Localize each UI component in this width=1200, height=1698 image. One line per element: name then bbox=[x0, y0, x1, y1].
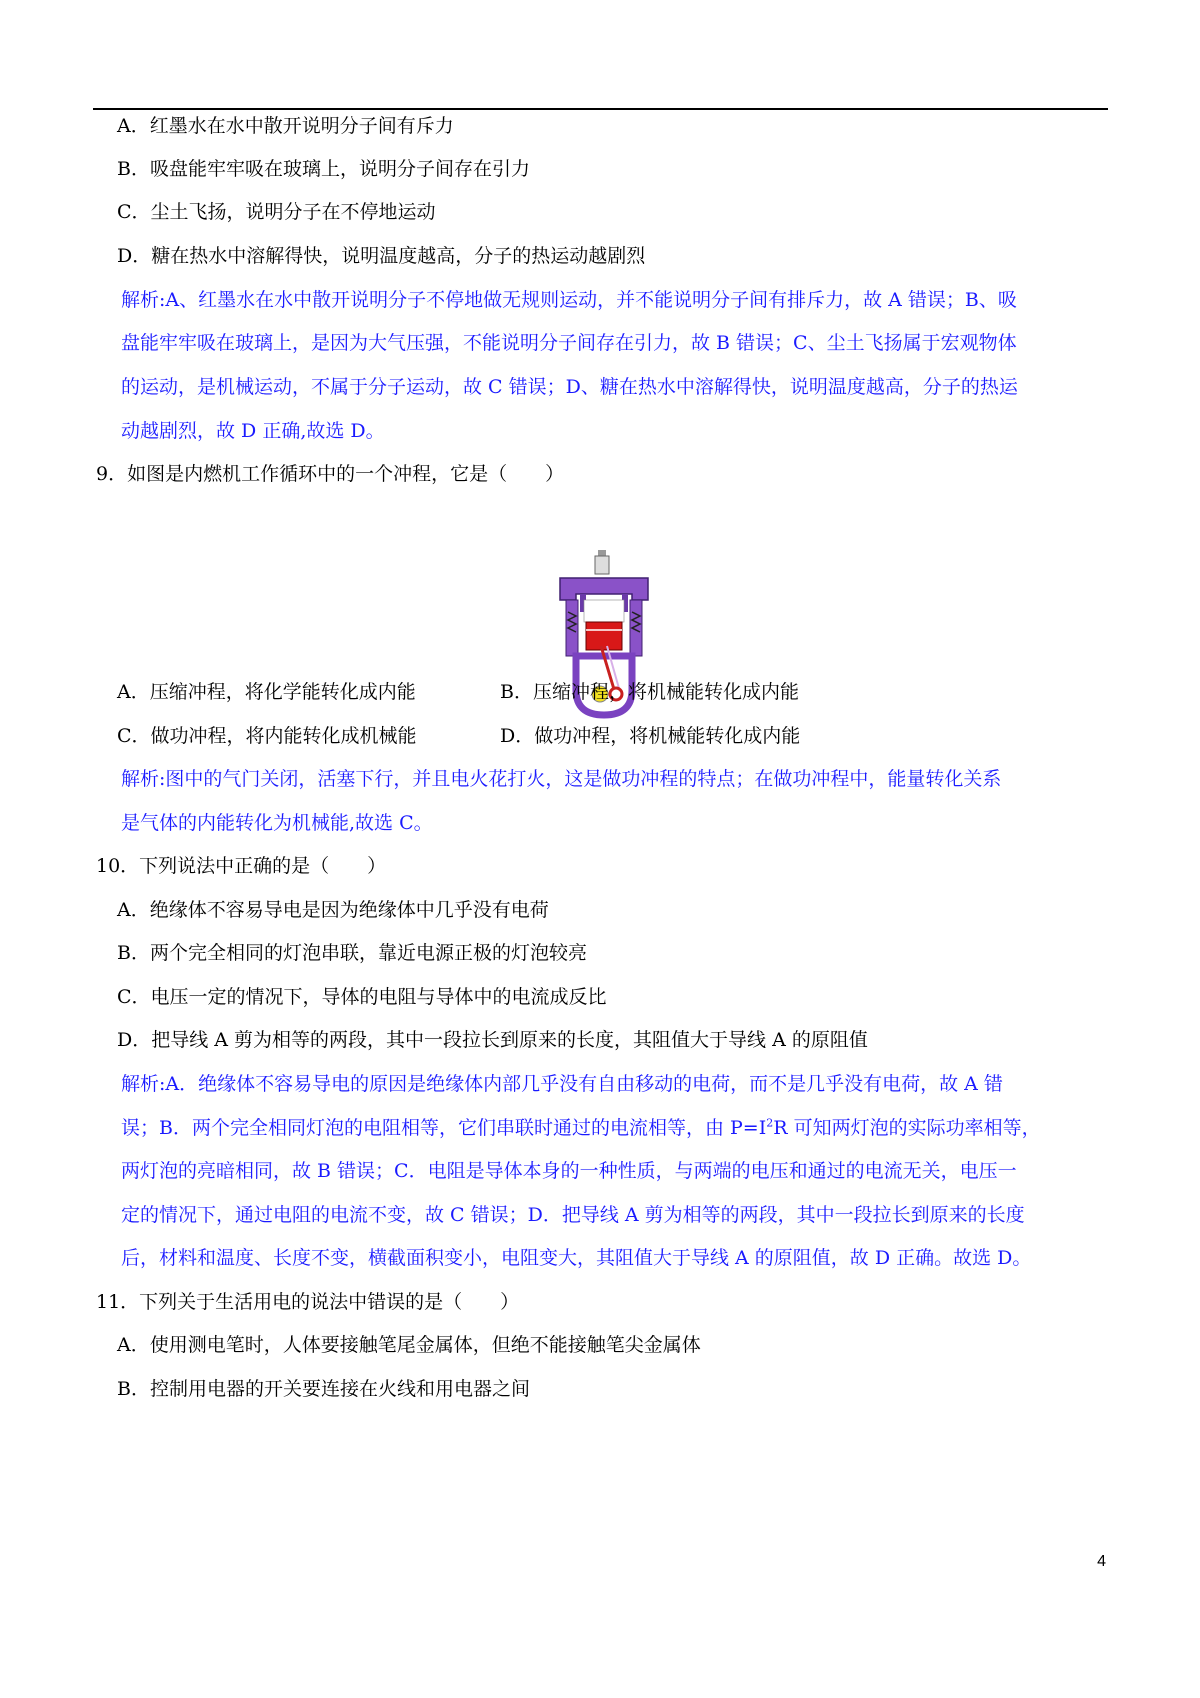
q10-explanation-line: 解析:A．绝缘体不容易导电的原因是绝缘体内部几乎没有自由移动的电荷，而不是几乎没有电荷，故 A 错 bbox=[121, 1073, 1003, 1095]
q10-option-a: A．绝缘体不容易导电是因为绝缘体中几乎没有电荷 bbox=[117, 899, 549, 921]
q10-explanation-line bbox=[121, 1116, 1041, 1140]
q10-option-c: C．电压一定的情况下，导体的电阻与导体中的电流成反比 bbox=[117, 986, 607, 1008]
q10-explanation-text: 误；B．两个完全相同灯泡的电阻相等，它们串联时通过的电流相等，由 P=I bbox=[121, 1117, 767, 1139]
superscript-2: 2 bbox=[766, 1116, 774, 1130]
q10-explanation-line: 两灯泡的亮暗相同，故 B 错误；C．电阻是导体本身的一种性质，与两端的电压和通过的电流无关，电压一 bbox=[121, 1160, 1017, 1182]
q11-option-b: B．控制用电器的开关要连接在火线和用电器之间 bbox=[117, 1378, 530, 1400]
q8-option-d: D．糖在热水中溶解得快，说明温度越高，分子的热运动越剧烈 bbox=[117, 245, 646, 267]
q9-option-d: D．做功冲程，将机械能转化成内能 bbox=[500, 725, 801, 747]
q10-option-b: B．两个完全相同的灯泡串联，靠近电源正极的灯泡较亮 bbox=[117, 942, 587, 964]
q9-option-c: C．做功冲程，将内能转化成机械能 bbox=[117, 725, 417, 747]
q8-explanation-line: 解析:A、红墨水在水中散开说明分子不停地做无规则运动，并不能说明分子间有排斥力，故 A 错误；B、吸 bbox=[121, 289, 1017, 311]
q10-explanation-text: R 可知两灯泡的实际功率相等， bbox=[773, 1117, 1041, 1139]
q8-option-b: B．吸盘能牢牢吸在玻璃上，说明分子间存在引力 bbox=[117, 158, 530, 180]
q10-explanation-line: 后，材料和温度、长度不变，横截面积变小，电阻变大，其阻值大于导线 A 的原阻值，故 D 正确。故选 D。 bbox=[121, 1247, 1032, 1269]
q10-stem: 10．下列说法中正确的是（ ） bbox=[96, 855, 387, 877]
q11-option-a: A．使用测电笔时，人体要接触笔尾金属体，但绝不能接触笔尖金属体 bbox=[117, 1334, 701, 1356]
q9-option-b: B．压缩冲程，将机械能转化成内能 bbox=[500, 681, 799, 703]
q10-explanation-line: 定的情况下，通过电阻的电流不变，故 C 错误；D．把导线 A 剪为相等的两段，其中一段拉长到原来的长度 bbox=[121, 1204, 1025, 1226]
header-rule bbox=[93, 108, 1108, 110]
q8-option-a: A．红墨水在水中散开说明分子间有斥力 bbox=[117, 115, 454, 137]
q11-stem: 11．下列关于生活用电的说法中错误的是（ ） bbox=[96, 1291, 520, 1313]
q10-option-d: D．把导线 A 剪为相等的两段，其中一段拉长到原来的长度，其阻值大于导线 A 的原阻值 bbox=[117, 1029, 868, 1051]
q8-explanation-line: 盘能牢牢吸在玻璃上，是因为大气压强，不能说明分子间存在引力，故 B 错误；C、尘土飞扬属于宏观物体 bbox=[121, 332, 1017, 354]
q9-option-a: A．压缩冲程，将化学能转化成内能 bbox=[117, 681, 416, 703]
q9-stem: 9．如图是内燃机工作循环中的一个冲程，它是（ ） bbox=[96, 463, 565, 485]
q8-option-c: C．尘土飞扬，说明分子在不停地运动 bbox=[117, 201, 436, 223]
q8-explanation-line: 动越剧烈，故 D 正确,故选 D。 bbox=[121, 420, 385, 442]
q9-explanation-line: 解析:图中的气门关闭，活塞下行，并且电火花打火，这是做功冲程的特点；在做功冲程中，能量转化关系 bbox=[121, 768, 1002, 790]
page-number: 4 bbox=[1097, 1553, 1106, 1570]
q8-explanation-line: 的运动，是机械运动，不属于分子运动，故 C 错误；D、糖在热水中溶解得快，说明温度越高，分子的热运 bbox=[121, 376, 1018, 398]
q9-explanation-line: 是气体的内能转化为机械能,故选 C。 bbox=[121, 812, 433, 834]
